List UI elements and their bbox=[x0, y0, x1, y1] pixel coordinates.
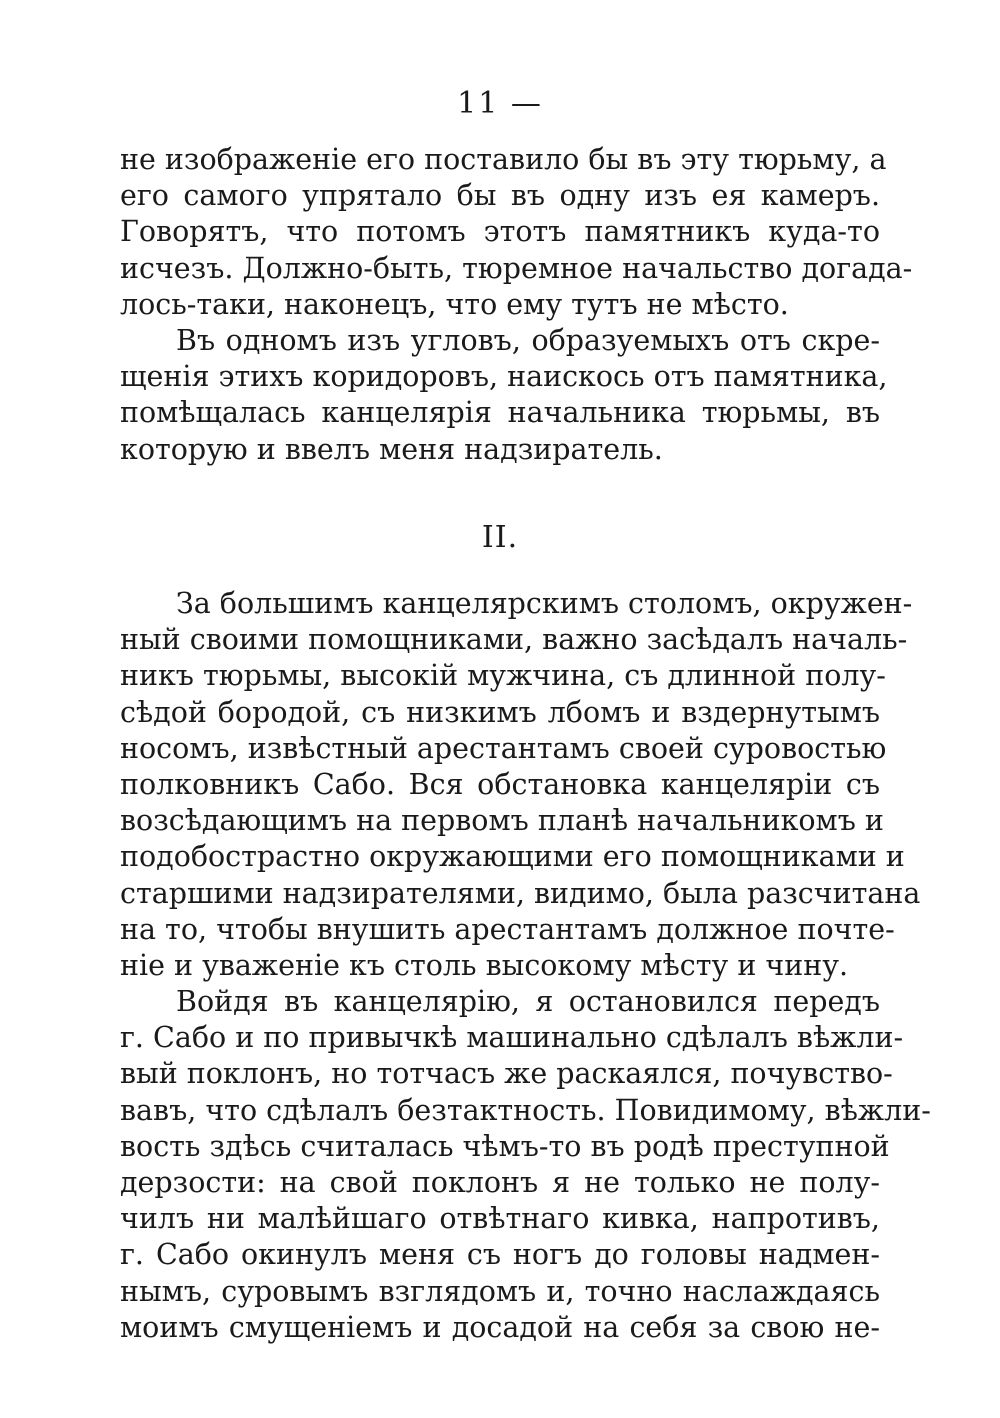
text-line: старшими надзирателями, видимо, была разсчитана bbox=[120, 876, 921, 910]
text-line: г. Сабо окинулъ меня съ ногъ до головы надмен- bbox=[120, 1238, 880, 1272]
text-line: не изображеніе его поставило бы въ эту тюрьму, а bbox=[120, 143, 887, 176]
text-line: щенія этихъ коридоровъ, наискось отъ памятника, bbox=[120, 360, 888, 394]
text-line: нымъ, суровымъ взглядомъ и, точно наслаждаясь bbox=[120, 1274, 880, 1308]
text-line: сѣдой бородой, съ низкимъ лбомъ и вздернутымъ bbox=[120, 695, 880, 729]
text-line: на то, чтобы внушить арестантамъ должное почте- bbox=[120, 912, 895, 946]
text-line: никъ тюрьмы, высокій мужчина, съ длинной полу- bbox=[120, 659, 886, 693]
page-number: 11 — bbox=[457, 86, 543, 121]
text-line: г. Сабо и по привычкѣ машинально сдѣлалъ вѣжли- bbox=[120, 1021, 904, 1055]
text-line: вый поклонъ, но тотчасъ же раскаялся, почувство- bbox=[120, 1057, 893, 1091]
text-line: вавъ, что сдѣлалъ безтактность. Повидимому, вѣжли- bbox=[120, 1093, 931, 1127]
chapter-body bbox=[120, 586, 931, 1346]
text-line: исчезъ. Должно-быть, тюремное начальство догада- bbox=[120, 251, 913, 285]
text-line: лось-таки, наконецъ, что ему тутъ не мѣсто. bbox=[120, 287, 789, 321]
text-line: чилъ ни малѣйшаго отвѣтнаго кивка, напротивъ, bbox=[120, 1202, 880, 1236]
text-line: помѣщалась канцелярія начальника тюрьмы, въ bbox=[120, 396, 880, 430]
paragraph-continued bbox=[120, 142, 913, 468]
text-line: полковникъ Сабо. Вся обстановка канцеляріи съ bbox=[120, 767, 880, 801]
text-line: Въ одномъ изъ угловъ, образуемыхъ отъ скре- bbox=[176, 323, 880, 357]
text-line: Говорятъ, что потомъ этотъ памятникъ куда-то bbox=[120, 215, 880, 249]
text-line: дерзости: на свой поклонъ я не только не полу- bbox=[120, 1166, 880, 1199]
text-line: которую и ввелъ меня надзиратель. bbox=[120, 432, 663, 466]
chapter-heading: II. bbox=[481, 520, 519, 555]
text-line: ніе и уваженіе къ столь высокому мѣсту и чину. bbox=[120, 948, 849, 982]
text-line: его самого упрятало бы въ одну изъ ея камеръ. bbox=[120, 179, 880, 213]
text-line: Войдя въ канцелярію, я остановился передъ bbox=[176, 985, 880, 1019]
text-line: моимъ смущеніемъ и досадой на себя за свою не- bbox=[120, 1310, 880, 1344]
text-line: За большимъ канцелярскимъ столомъ, окружен- bbox=[176, 587, 913, 620]
text-line: вость здѣсь считалась чѣмъ-то въ родѣ преступной bbox=[120, 1129, 890, 1163]
text-line: ный своими помощниками, важно засѣдалъ началь- bbox=[120, 623, 908, 657]
text-line: возсѣдающимъ на первомъ планѣ начальникомъ и bbox=[120, 804, 884, 838]
text-line: подобострастно окружающими его помощниками и bbox=[120, 840, 905, 874]
text-line: носомъ, извѣстный арестантамъ своей суровостью bbox=[120, 731, 887, 765]
